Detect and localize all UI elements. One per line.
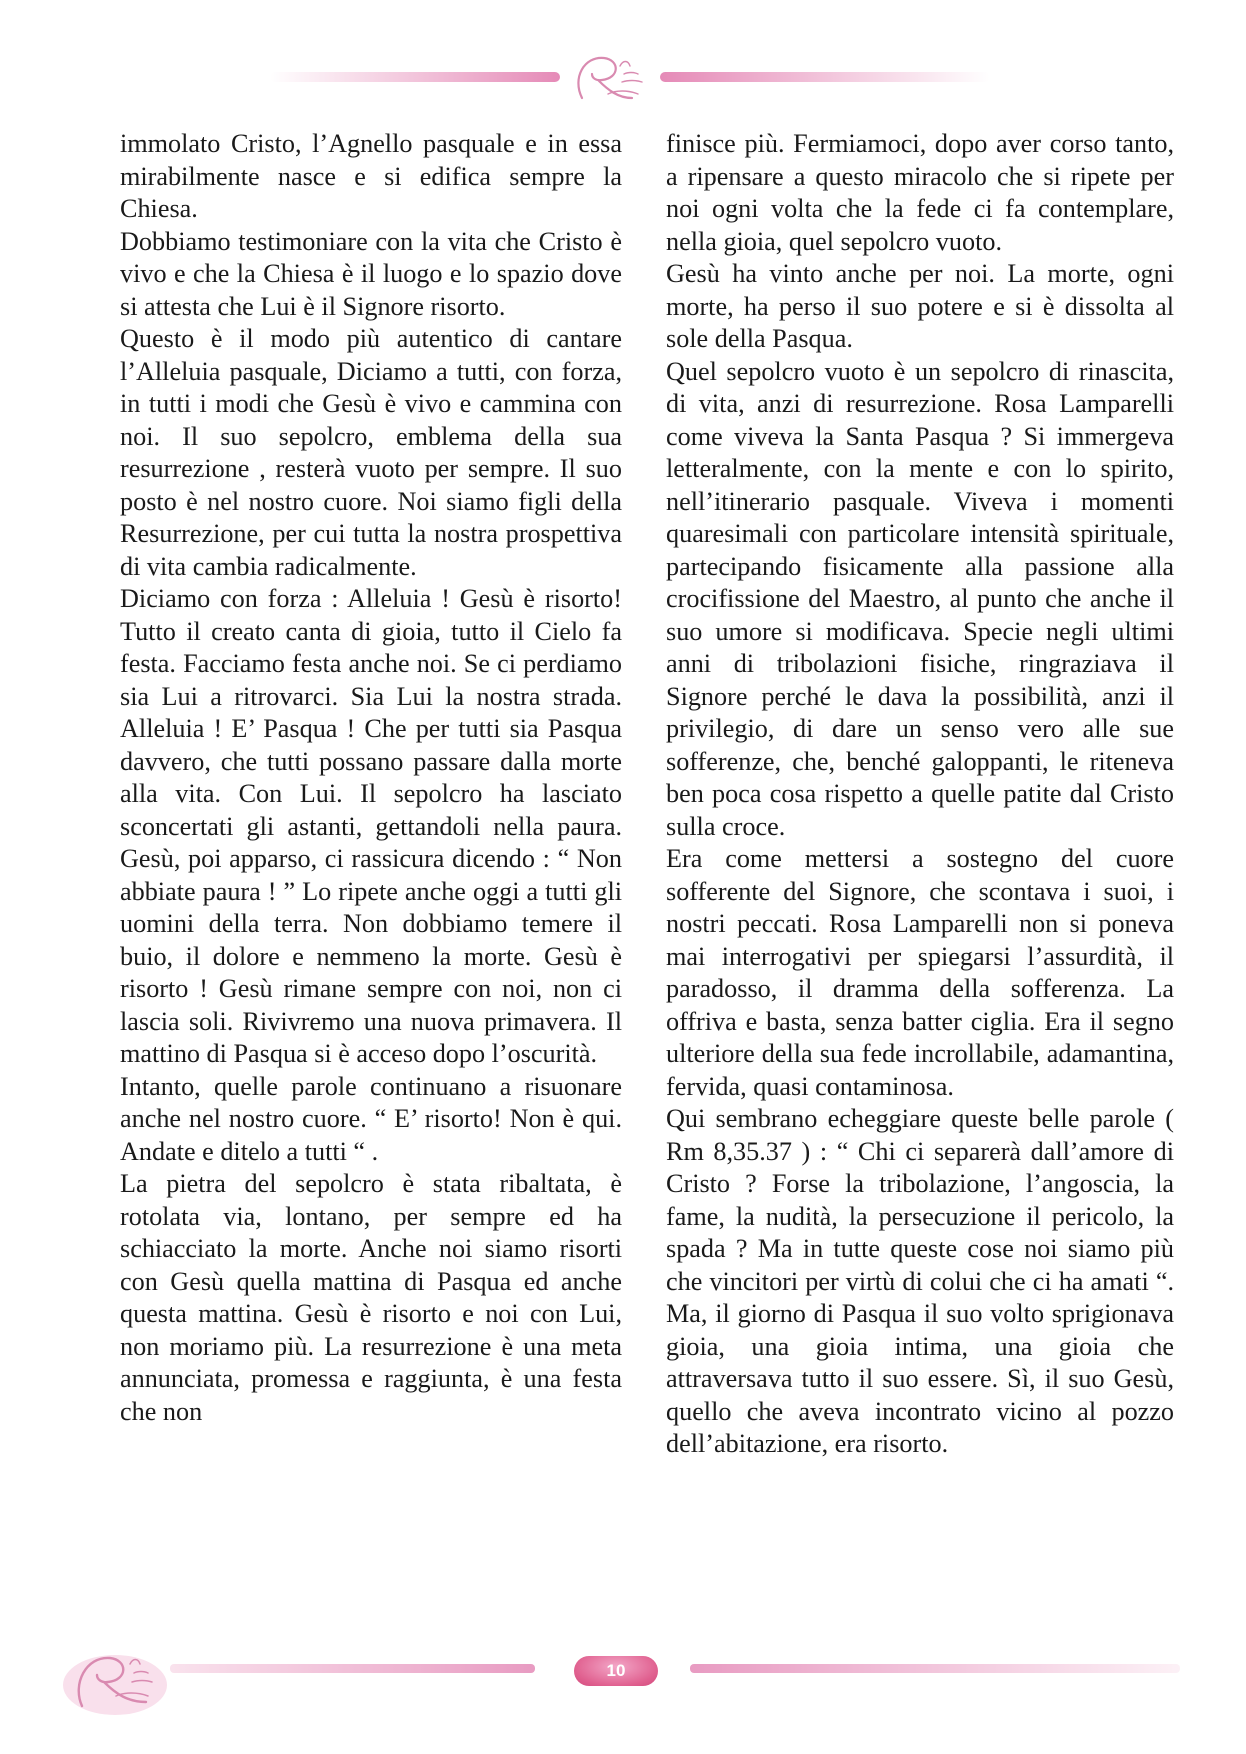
header-logo xyxy=(562,48,662,108)
footer-rule-right xyxy=(690,1664,1180,1673)
right-paragraph-4: Era come mettersi a sostegno del cuore sofferente del Signore, che scontava i suoi, i nostri peccati. Rosa Lamparelli non si poneva mai interrogativi per spiegarsi l’assurdità, il paradosso, il dramma della sofferenza. La offriva e basta, senza batter ciglia. Era il segno ulteriore della sua fede incrollabile, adamantina, fervida, quasi contaminosa. xyxy=(666,844,1174,1101)
page-number-badge xyxy=(574,1656,658,1686)
left-column xyxy=(120,128,622,1428)
left-paragraph-6: La pietra del sepolcro è stata ribaltata, è rotolata via, lontano, per sempre ed ha schiacciato la morte. Anche noi siamo risorti con Gesù quella mattina di Pasqua ed anche questa mattina. Gesù è risorto e noi con Lui, non moriamo più. La resurrezione è una meta annunciata, promessa e raggiunta, è una festa che non xyxy=(120,1169,622,1426)
left-paragraph-3: Questo è il modo più autentico di cantare l’Alleluia pasquale, Diciamo a tutti, con forza, in tutti i modi che Gesù è vivo e cammina con noi. Il suo sepolcro, emblema della sua resurrezione , resterà vuoto per sempre. Il suo posto è nel nostro cuore. Noi siamo figli della Resurrezione, per cui tutta la nostra prospettiva di vita cambia radicalmente. xyxy=(120,324,622,581)
right-paragraph-2: Gesù ha vinto anche per noi. La morte, ogni morte, ha perso il suo potere e si è dissolta al sole della Pasqua. xyxy=(666,259,1174,353)
header-rule-left xyxy=(270,72,560,82)
right-paragraph-1: finisce più. Fermiamoci, dopo aver corso tanto, a ripensare a questo miracolo che si ripete per noi ogni volta che la fede ci fa contemplare, nella gioia, quel sepolcro vuoto. xyxy=(666,129,1174,256)
right-column xyxy=(666,128,1174,1461)
left-paragraph-2: Dobbiamo testimoniare con la vita che Cristo è vivo e che la Chiesa è il luogo e lo spazio dove si attesta che Lui è il Signore risorto. xyxy=(120,226,622,321)
right-paragraph-3: Quel sepolcro vuoto è un sepolcro di rinascita, di vita, anzi di resurrezione. Rosa Lamparelli come viveva la Santa Pasqua ? Si immergeva letteralmente, con la mente e con lo spirito, nell’itinerario pasquale. Viveva i momenti quaresimali con particolare intensità spirituale, partecipando fisicamente alla passione alla crocifissione del Maestro, al punto che anche il suo umore si modificava. Specie negli ultimi anni di tribolazioni fisiche, ringraziava il Signore perché le dava la possibilità, anzi il privilegio, di dare un senso vero alle sue sofferenze, che, benché galoppanti, le riteneva ben poca cosa rispetto a quelle patite dal Cristo sulla croce. xyxy=(666,356,1174,841)
footer-logo xyxy=(60,1640,180,1720)
right-paragraph-5: Qui sembrano echeggiare queste belle parole ( Rm 8,35.37 ) : “ Chi ci separerà dall’amore di Cristo ? Forse la tribolazione, l’angoscia, la fame, la nudità, la persecuzione il pericolo, la spada ? Ma in tutte queste cose noi siamo più che vincitori per virtù di colui che ci ha amati “. Ma, il giorno di Pasqua il suo volto sprigionava gioia, una gioia intima, una gioia che attraversava tutto il suo essere. Sì, il suo Gesù, quello che aveva incontrato vicino al pozzo dell’abitazione, era risorto. xyxy=(666,1104,1174,1458)
left-paragraph-4: Diciamo con forza : Alleluia ! Gesù è risorto! Tutto il creato canta di gioia, tutto il Cielo fa festa. Facciamo festa anche noi. Se ci perdiamo sia Lui a ritrovarci. Sia Lui la nostra strada. Alleluia ! E’ Pasqua ! Che per tutti sia Pasqua davvero, che tutti possano passare dalla morte alla vita. Con Lui. Il sepolcro ha lasciato sconcertati gli astanti, gettandoli nella paura. Gesù, poi apparso, ci rassicura dicendo : “ Non abbiate paura ! ” Lo ripete anche oggi a tutti gli uomini della terra. Non dobbiamo temere il buio, il dolore e nemmeno la morte. Gesù è risorto ! Gesù rimane sempre con noi, non ci lascia soli. Rivivremo una nuova primavera. Il mattino di Pasqua si è acceso dopo l’oscurità. xyxy=(120,584,622,1068)
header-rule-right xyxy=(660,72,990,82)
left-paragraph-5: Intanto, quelle parole continuano a risuonare anche nel nostro cuore. “ E’ risorto! Non è qui. Andate e ditelo a tutti “ . xyxy=(120,1071,622,1166)
left-paragraph-1: immolato Cristo, l’Agnello pasquale e in essa mirabilmente nasce e si edifica sempre la Chiesa. xyxy=(120,129,622,223)
footer-rule-left xyxy=(170,1664,535,1673)
page-number: 10 xyxy=(606,1661,626,1680)
